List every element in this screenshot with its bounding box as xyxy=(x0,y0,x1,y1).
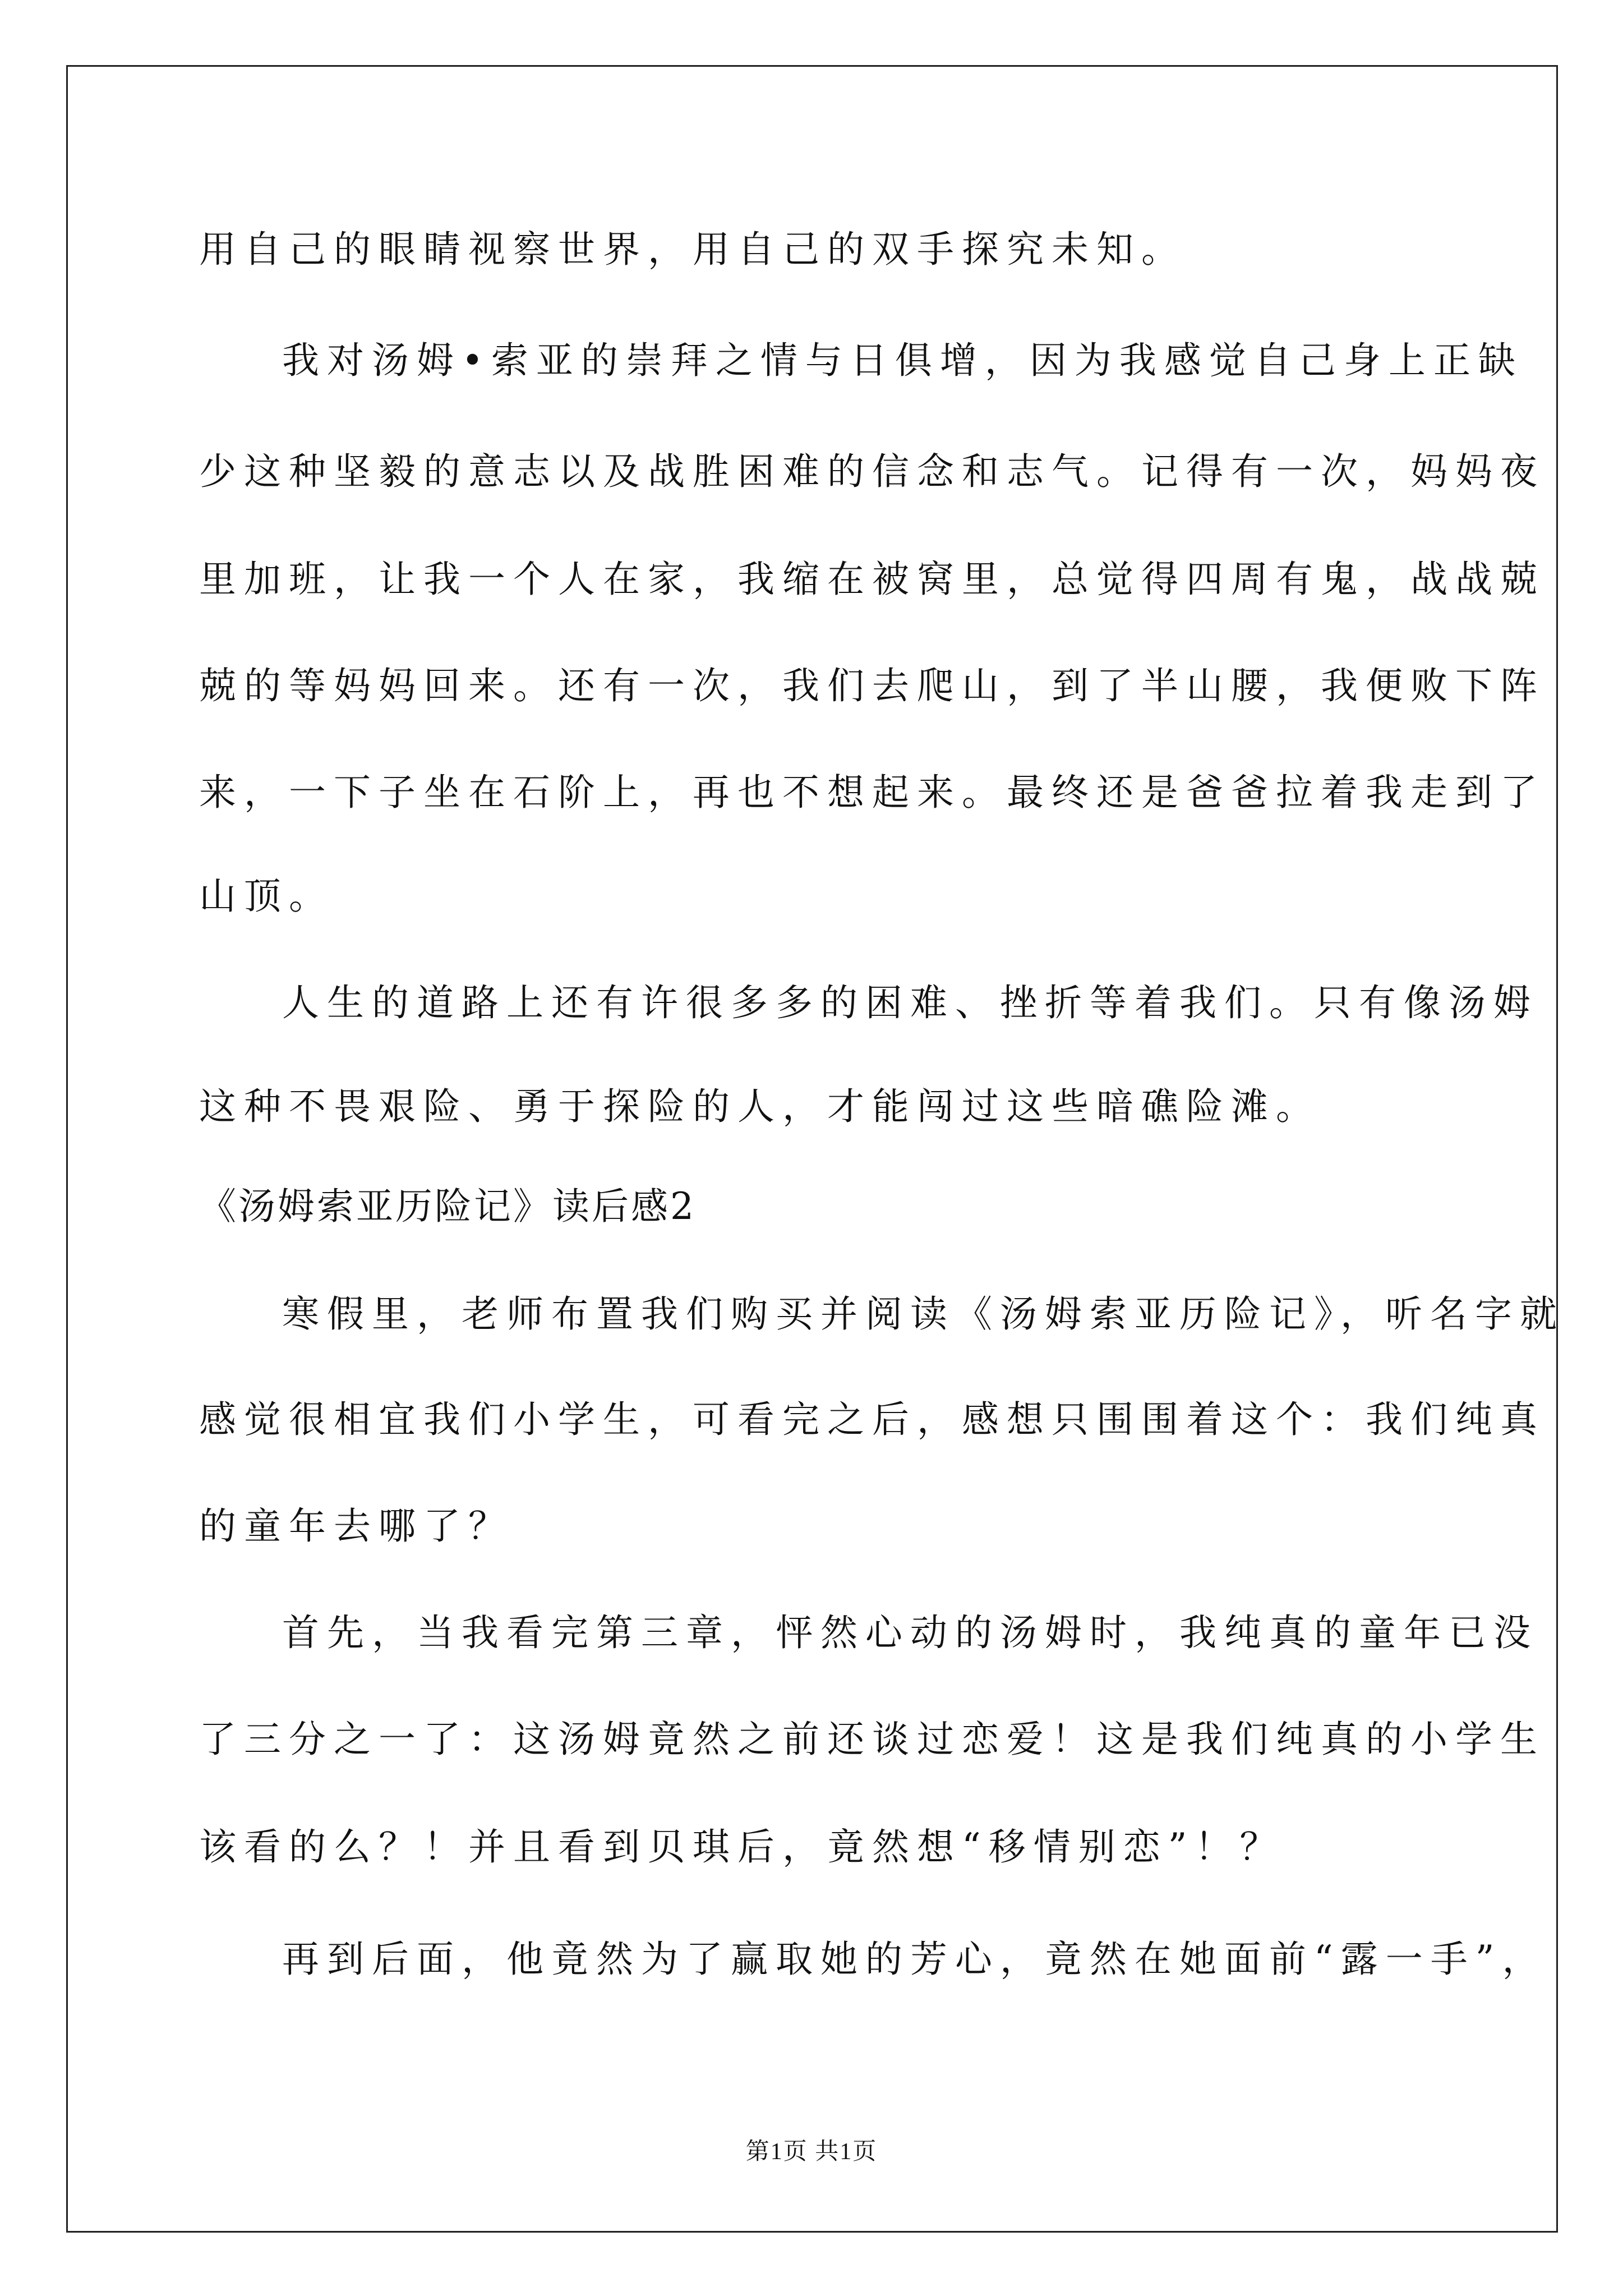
paragraph-line: 这种不畏艰险、勇于探险的人，才能闯过这些暗礁险滩。 xyxy=(199,1085,1321,1128)
page-border xyxy=(66,65,1558,2233)
paragraph-line: 山顶。 xyxy=(199,875,334,918)
paragraph-line: 人生的道路上还有许很多多的困难、挫折等着我们。只有像汤姆 xyxy=(282,981,1538,1024)
paragraph-line: 该看的么？！并且看到贝琪后，竟然想“移情别恋”！？ xyxy=(199,1825,1285,1869)
paragraph-line: 我对汤姆•索亚的崇拜之情与日俱增，因为我感觉自己身上正缺 xyxy=(282,339,1523,382)
paragraph-line: 里加班，让我一个人在家，我缩在被窝里，总觉得四周有鬼，战战兢 xyxy=(199,558,1545,601)
paragraph-line: 兢的等妈妈回来。还有一次，我们去爬山，到了半山腰，我便败下阵 xyxy=(199,664,1545,707)
page-footer: 第1页 共1页 xyxy=(745,2139,878,2165)
paragraph-line: 了三分之一了：这汤姆竟然之前还谈过恋爱！这是我们纯真的小学生 xyxy=(199,1718,1545,1761)
paragraph-line: 寒假里，老师布置我们购买并阅读《汤姆索亚历险记》，听名字就 xyxy=(282,1292,1565,1336)
section-heading: 《汤姆索亚历险记》读后感2 xyxy=(199,1185,696,1228)
paragraph-line: 少这种坚毅的意志以及战胜困难的信念和志气。记得有一次，妈妈夜 xyxy=(199,450,1545,493)
paragraph-line: 感觉很相宜我们小学生，可看完之后，感想只围围着这个：我们纯真 xyxy=(199,1398,1545,1441)
paragraph-line: 用自己的眼睛视察世界，用自己的双手探究未知。 xyxy=(199,228,1186,271)
paragraph-line: 首先，当我看完第三章，怦然心动的汤姆时，我纯真的童年已没 xyxy=(282,1611,1538,1654)
paragraph-line: 来，一下子坐在石阶上，再也不想起来。最终还是爸爸拉着我走到了 xyxy=(199,771,1545,814)
paragraph-line: 的童年去哪了？ xyxy=(199,1504,513,1548)
paragraph-line: 再到后面，他竟然为了赢取她的芳心，竟然在她面前“露一手”， xyxy=(282,1938,1547,1981)
